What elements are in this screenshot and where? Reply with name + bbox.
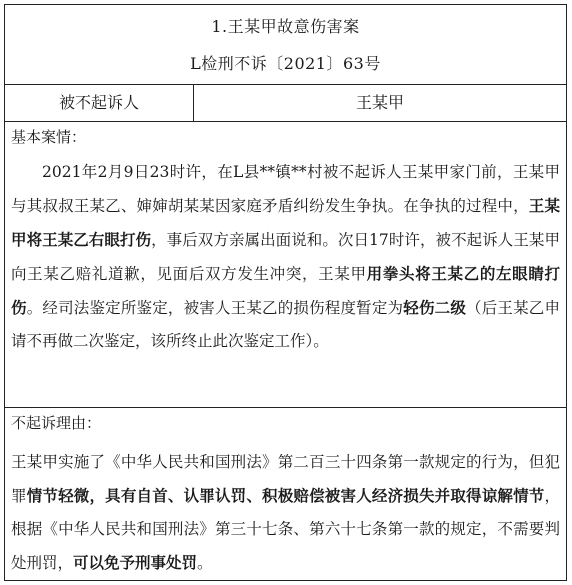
reason-label: 不起诉理由： — [11, 414, 102, 432]
case-title: 1.王某甲故意伤害案 — [211, 17, 360, 36]
facts-segment: 。经司法鉴定所鉴定，被害人王某乙的损伤程度暂定为 — [26, 299, 404, 317]
person-label: 被不起诉人 — [5, 85, 194, 121]
case-number: L检刑不诉〔2021〕63号 — [190, 54, 381, 73]
case-document — [4, 4, 567, 581]
facts-segment-bold: 轻伤二级 — [403, 298, 467, 317]
reason-segment: 王某甲实施了《中华人民共和国刑法》第二百三十四条第一款规定的行为，但犯罪 — [11, 453, 560, 505]
facts-section — [5, 122, 566, 408]
facts-paragraph — [11, 156, 560, 358]
reason-segment-bold: 情节轻微，具有自首、认罪认罚、积极赔偿被害人经济损失并取得谅解情节 — [26, 486, 545, 505]
facts-segment: （后王某乙申请不再做二次鉴定，该所终止此次鉴定工作）。 — [11, 299, 560, 350]
case-title-block — [5, 5, 566, 85]
reason-paragraph — [11, 446, 560, 580]
reason-segment-bold: 可以免予刑事处罚 — [73, 553, 198, 572]
facts-segment-bold: 用拳头将王某乙的左眼睛打伤 — [11, 264, 560, 317]
person-name: 王某甲 — [355, 93, 404, 112]
facts-segment: ，事后双方亲属出面说和。次日17时许，被不起诉人王某甲向王某乙赔礼道歉，见面后双方发生冲突，王某甲 — [11, 231, 560, 283]
facts-segment: 2021年2月9日23时许，在L县**镇**村被不起诉人王某甲家门前，王某甲与其叔叔王某乙、婶婶胡某某因家庭矛盾纠纷发生争执。在争执的过程中， — [11, 163, 560, 215]
reason-segment: 。 — [197, 554, 213, 572]
reason-section — [5, 408, 566, 580]
person-row — [5, 85, 566, 122]
reason-segment: ，根据《中华人民共和国刑法》第三十七条、第六十七条第一款的规定，不需要判处刑罚， — [11, 487, 560, 572]
facts-label: 基本案情： — [11, 128, 87, 146]
facts-segment-bold: 王某甲将王某乙右眼打伤 — [11, 196, 560, 249]
